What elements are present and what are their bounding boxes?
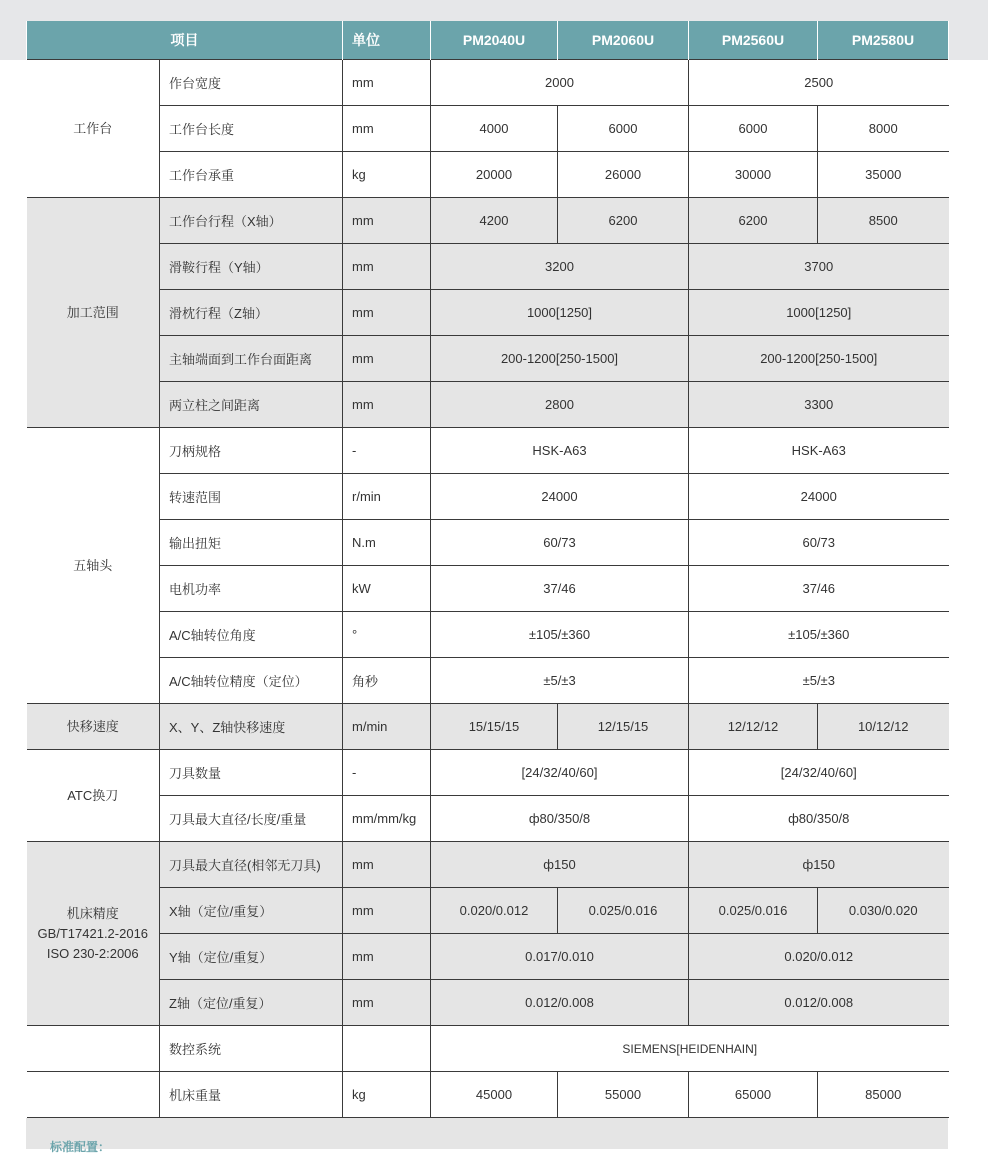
table-row: [27, 152, 949, 198]
row-item: 数控系统: [160, 1026, 343, 1072]
row-item: 转速范围: [160, 474, 343, 520]
row-item: A/C轴转位角度: [160, 612, 343, 658]
value-cell: 0.025/0.016: [558, 888, 689, 934]
row-unit: mm/mm/kg: [343, 796, 431, 842]
value-cell: 2800: [431, 382, 689, 428]
spec-table: [26, 21, 949, 1118]
value-cell: 8500: [818, 198, 949, 244]
row-unit: 角秒: [343, 658, 431, 704]
table-row: [27, 888, 949, 934]
value-cell: 0.025/0.016: [689, 888, 818, 934]
row-unit: mm: [343, 60, 431, 106]
row-unit: mm: [343, 934, 431, 980]
row-item: 刀具最大直径/长度/重量: [160, 796, 343, 842]
row-unit: mm: [343, 842, 431, 888]
row-unit: mm: [343, 980, 431, 1026]
row-item: 刀具最大直径(相邻无刀具): [160, 842, 343, 888]
value-cell: 55000: [558, 1072, 689, 1118]
table-row: [27, 658, 949, 704]
value-cell: 3700: [689, 244, 949, 290]
group-accuracy-standard-1: GB/T17421.2-2016: [37, 925, 149, 941]
table-row: [27, 1026, 949, 1072]
value-cell: 60/73: [431, 520, 689, 566]
value-cell: 30000: [689, 152, 818, 198]
value-cell: 8000: [818, 106, 949, 152]
group-rapid: 快移速度: [27, 704, 160, 750]
table-row: [27, 796, 949, 842]
value-cell: 0.017/0.010: [431, 934, 689, 980]
value-cell: 6000: [558, 106, 689, 152]
value-cell: 4000: [431, 106, 558, 152]
standard-config-box: [26, 1118, 948, 1154]
value-cell: 15/15/15: [431, 704, 558, 750]
value-cell: 85000: [818, 1072, 949, 1118]
row-unit: kg: [343, 1072, 431, 1118]
group-empty: [27, 1026, 160, 1072]
header-model-3: PM2560U: [689, 21, 818, 60]
table-row: [27, 520, 949, 566]
row-item: Y轴（定位/重复）: [160, 934, 343, 980]
value-cell: 6000: [689, 106, 818, 152]
value-cell: 37/46: [431, 566, 689, 612]
row-item: 刀具数量: [160, 750, 343, 796]
row-item: 作台宽度: [160, 60, 343, 106]
row-item: 刀柄规格: [160, 428, 343, 474]
value-cell: 37/46: [689, 566, 949, 612]
value-cell: 200-1200[250-1500]: [431, 336, 689, 382]
table-row: [27, 612, 949, 658]
value-cell: 200-1200[250-1500]: [689, 336, 949, 382]
value-cell: ±5/±3: [431, 658, 689, 704]
value-cell: 4200: [431, 198, 558, 244]
value-cell: 0.020/0.012: [431, 888, 558, 934]
value-cell: [24/32/40/60]: [431, 750, 689, 796]
standard-config-label: 标准配置：: [50, 1140, 111, 1154]
row-item: 工作台长度: [160, 106, 343, 152]
value-cell: 0.030/0.020: [818, 888, 949, 934]
value-cell: ±5/±3: [689, 658, 949, 704]
value-cell: 1000[1250]: [689, 290, 949, 336]
value-cell: 3200: [431, 244, 689, 290]
value-cell: 12/15/15: [558, 704, 689, 750]
value-cell: ±105/±360: [431, 612, 689, 658]
table-row: [27, 290, 949, 336]
row-item: 滑鞍行程（Y轴）: [160, 244, 343, 290]
value-cell: 45000: [431, 1072, 558, 1118]
row-unit: kW: [343, 566, 431, 612]
table-row: [27, 382, 949, 428]
value-cell: [24/32/40/60]: [689, 750, 949, 796]
table-row: [27, 704, 949, 750]
value-cell: 10/12/12: [818, 704, 949, 750]
row-item: 工作台行程（X轴）: [160, 198, 343, 244]
value-cell: 0.012/0.008: [689, 980, 949, 1026]
header-model-1: PM2040U: [431, 21, 558, 60]
row-item: 滑枕行程（Z轴）: [160, 290, 343, 336]
value-cell: 35000: [818, 152, 949, 198]
group-empty: [27, 1072, 160, 1118]
value-cell: ф80/350/8: [689, 796, 949, 842]
row-unit: -: [343, 750, 431, 796]
row-item: X、Y、Z轴快移速度: [160, 704, 343, 750]
value-cell: 2000: [431, 60, 689, 106]
group-accuracy-title: 机床精度: [66, 905, 119, 921]
value-cell: 12/12/12: [689, 704, 818, 750]
value-cell: ф150: [689, 842, 949, 888]
row-unit: mm: [343, 290, 431, 336]
value-cell: ф80/350/8: [431, 796, 689, 842]
row-unit: mm: [343, 198, 431, 244]
row-item: 主轴端面到工作台面距离: [160, 336, 343, 382]
row-unit: N.m: [343, 520, 431, 566]
value-cell: 6200: [689, 198, 818, 244]
table-row: [27, 1072, 949, 1118]
row-item: 电机功率: [160, 566, 343, 612]
value-cell: ±105/±360: [689, 612, 949, 658]
row-item: 机床重量: [160, 1072, 343, 1118]
table-row: [27, 198, 949, 244]
row-unit: mm: [343, 888, 431, 934]
table-row: [27, 106, 949, 152]
value-cell: 65000: [689, 1072, 818, 1118]
row-item: 两立柱之间距离: [160, 382, 343, 428]
row-unit: r/min: [343, 474, 431, 520]
header-row: [27, 21, 949, 60]
header-model-4: PM2580U: [818, 21, 949, 60]
row-unit: kg: [343, 152, 431, 198]
row-unit: mm: [343, 106, 431, 152]
table-row: [27, 566, 949, 612]
value-cell: 1000[1250]: [431, 290, 689, 336]
table-row: [27, 842, 949, 888]
group-accuracy: [27, 842, 160, 1026]
group-atc: ATC换刀: [27, 750, 160, 842]
value-cell: ф150: [431, 842, 689, 888]
value-cell: 60/73: [689, 520, 949, 566]
value-cell: 24000: [689, 474, 949, 520]
table-row: [27, 934, 949, 980]
value-cell: 24000: [431, 474, 689, 520]
value-cell: HSK-A63: [689, 428, 949, 474]
header-item: 项目: [27, 21, 343, 60]
row-unit: m/min: [343, 704, 431, 750]
table-row: [27, 244, 949, 290]
row-unit: mm: [343, 382, 431, 428]
group-range: 加工范围: [27, 198, 160, 428]
value-cell: 0.012/0.008: [431, 980, 689, 1026]
row-item: X轴（定位/重复）: [160, 888, 343, 934]
group-head: 五轴头: [27, 428, 160, 704]
row-unit: °: [343, 612, 431, 658]
header-model-2: PM2060U: [558, 21, 689, 60]
value-cell: 6200: [558, 198, 689, 244]
table-row: [27, 336, 949, 382]
value-cell: 20000: [431, 152, 558, 198]
value-cell: 0.020/0.012: [689, 934, 949, 980]
row-unit: mm: [343, 244, 431, 290]
group-accuracy-standard-2: ISO 230-2:2006: [46, 945, 139, 961]
header-unit: 单位: [343, 21, 431, 60]
table-row: [27, 980, 949, 1026]
table-row: [27, 428, 949, 474]
row-unit: mm: [343, 336, 431, 382]
table-row: [27, 60, 949, 106]
value-cell: 26000: [558, 152, 689, 198]
value-cell: 2500: [689, 60, 949, 106]
value-cell: HSK-A63: [431, 428, 689, 474]
table-row: [27, 750, 949, 796]
value-cell: 3300: [689, 382, 949, 428]
value-cell: SIEMENS[HEIDENHAIN]: [431, 1026, 949, 1072]
row-item: A/C轴转位精度（定位）: [160, 658, 343, 704]
row-unit: -: [343, 428, 431, 474]
row-unit: [343, 1026, 431, 1072]
row-item: 工作台承重: [160, 152, 343, 198]
row-item: Z轴（定位/重复）: [160, 980, 343, 1026]
table-row: [27, 474, 949, 520]
row-item: 输出扭矩: [160, 520, 343, 566]
group-worktable: 工作台: [27, 60, 160, 198]
